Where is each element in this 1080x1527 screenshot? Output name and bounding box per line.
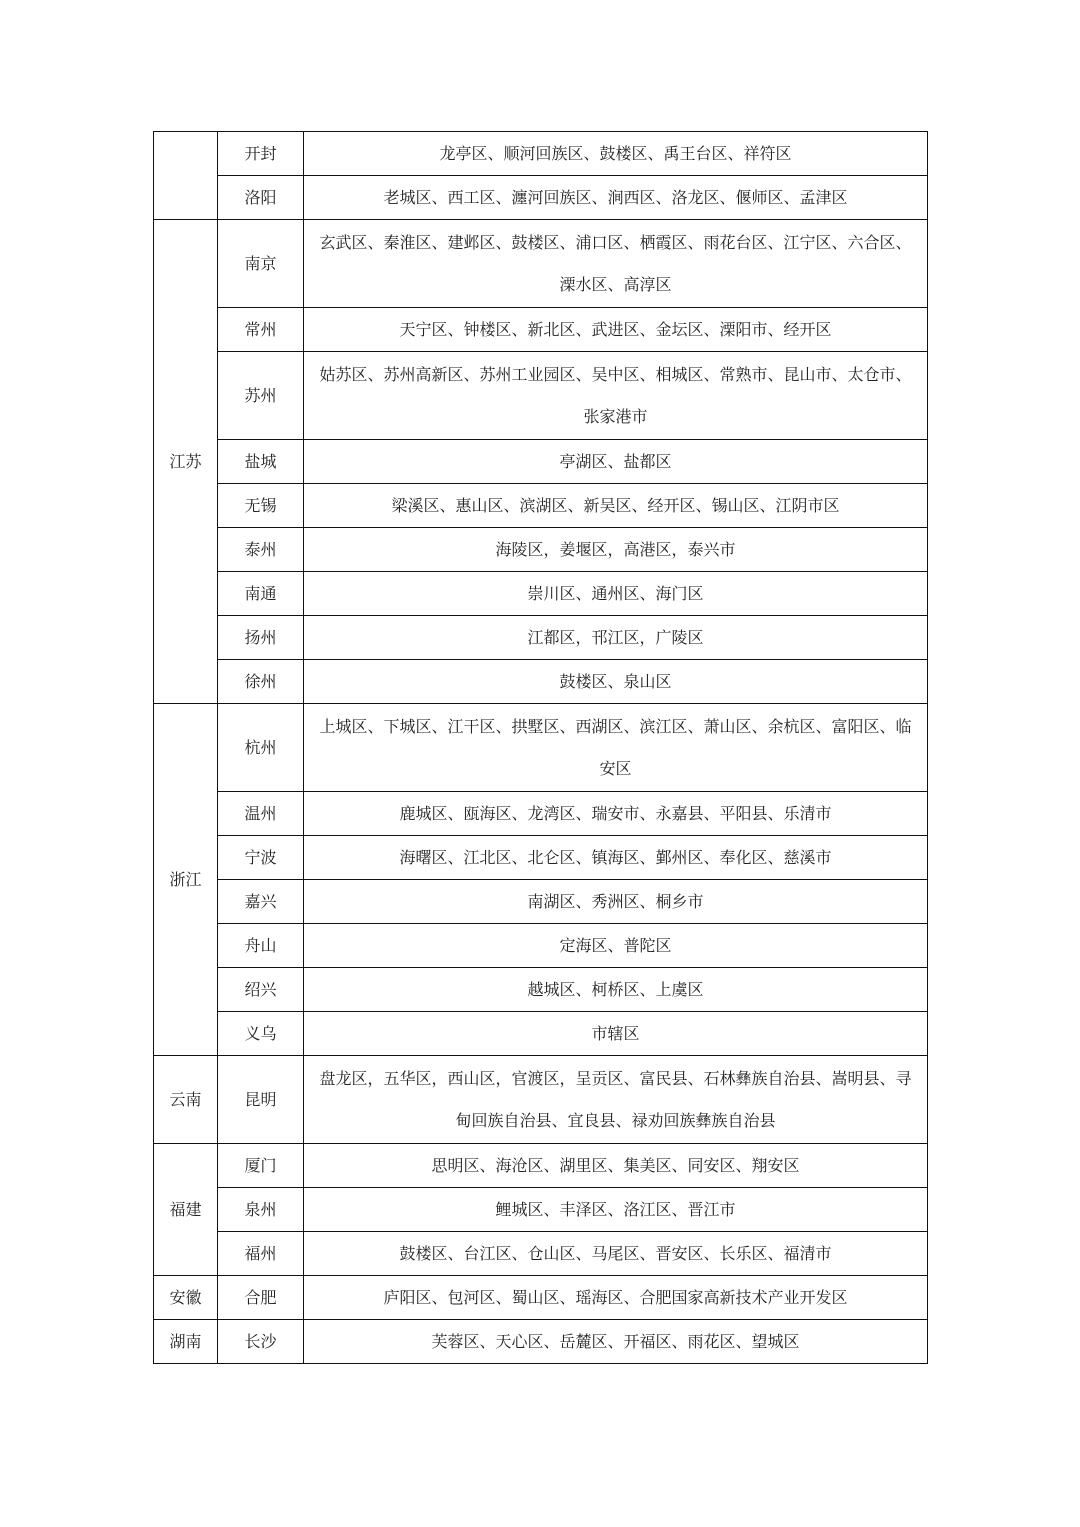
- city-cell: 无锡: [218, 484, 304, 528]
- table-row: [154, 880, 928, 924]
- table-row: [154, 792, 928, 836]
- districts-cell: 思明区、海沧区、湖里区、集美区、同安区、翔安区: [304, 1144, 928, 1188]
- city-cell: 苏州: [218, 352, 304, 440]
- city-cell: 绍兴: [218, 968, 304, 1012]
- districts-cell: 老城区、西工区、瀍河回族区、涧西区、洛龙区、偃师区、孟津区: [304, 176, 928, 220]
- table-row: [154, 924, 928, 968]
- table-row: [154, 1056, 928, 1144]
- city-cell: 杭州: [218, 704, 304, 792]
- districts-cell: 鼓楼区、台江区、仓山区、马尾区、晋安区、长乐区、福清市: [304, 1232, 928, 1276]
- city-cell: 嘉兴: [218, 880, 304, 924]
- table-row: [154, 352, 928, 440]
- city-cell: 洛阳: [218, 176, 304, 220]
- table-row: [154, 704, 928, 792]
- province-cell: 安徽: [154, 1276, 218, 1320]
- province-cell: 云南: [154, 1056, 218, 1144]
- districts-cell: 芙蓉区、天心区、岳麓区、开福区、雨花区、望城区: [304, 1320, 928, 1364]
- city-cell: 南京: [218, 220, 304, 308]
- table-row: [154, 1144, 928, 1188]
- city-cell: 扬州: [218, 616, 304, 660]
- table-row: [154, 836, 928, 880]
- province-cell: 江苏: [154, 220, 218, 704]
- city-cell: 福州: [218, 1232, 304, 1276]
- table-row: [154, 528, 928, 572]
- table-row: [154, 1320, 928, 1364]
- districts-cell: 鼓楼区、泉山区: [304, 660, 928, 704]
- districts-cell: 南湖区、秀洲区、桐乡市: [304, 880, 928, 924]
- table-row: [154, 308, 928, 352]
- table-row: [154, 660, 928, 704]
- districts-cell: 越城区、柯桥区、上虞区: [304, 968, 928, 1012]
- districts-cell: 鲤城区、丰泽区、洛江区、晋江市: [304, 1188, 928, 1232]
- city-cell: 泉州: [218, 1188, 304, 1232]
- province-cell: [154, 132, 218, 220]
- city-cell: 义乌: [218, 1012, 304, 1056]
- table-row: [154, 1188, 928, 1232]
- city-cell: 昆明: [218, 1056, 304, 1144]
- districts-cell: 江都区，邗江区，广陵区: [304, 616, 928, 660]
- districts-cell: 崇川区、通州区、海门区: [304, 572, 928, 616]
- province-cell: 湖南: [154, 1320, 218, 1364]
- districts-cell: 鹿城区、瓯海区、龙湾区、瑞安市、永嘉县、平阳县、乐清市: [304, 792, 928, 836]
- districts-cell: 庐阳区、包河区、蜀山区、瑶海区、合肥国家高新技术产业开发区: [304, 1276, 928, 1320]
- province-cell: 福建: [154, 1144, 218, 1276]
- city-cell: 徐州: [218, 660, 304, 704]
- city-cell: 合肥: [218, 1276, 304, 1320]
- districts-cell: 盘龙区，五华区，西山区，官渡区，呈贡区、富民县、石林彝族自治县、嵩明县、寻甸回族自治县、宜良县、禄劝回族彝族自治县: [304, 1056, 928, 1144]
- table-row: [154, 572, 928, 616]
- city-cell: 南通: [218, 572, 304, 616]
- table-row: [154, 176, 928, 220]
- districts-cell: 海陵区，姜堰区，高港区，泰兴市: [304, 528, 928, 572]
- districts-cell: 梁溪区、惠山区、滨湖区、新吴区、经开区、锡山区、江阴市区: [304, 484, 928, 528]
- table-row: [154, 132, 928, 176]
- province-cell: 浙江: [154, 704, 218, 1056]
- city-cell: 温州: [218, 792, 304, 836]
- city-cell: 长沙: [218, 1320, 304, 1364]
- districts-cell: 玄武区、秦淮区、建邺区、鼓楼区、浦口区、栖霞区、雨花台区、江宁区、六合区、溧水区、高淳区: [304, 220, 928, 308]
- city-cell: 厦门: [218, 1144, 304, 1188]
- table-row: [154, 1012, 928, 1056]
- table-row: [154, 616, 928, 660]
- districts-cell: 定海区、普陀区: [304, 924, 928, 968]
- city-cell: 舟山: [218, 924, 304, 968]
- districts-cell: 龙亭区、顺河回族区、鼓楼区、禹王台区、祥符区: [304, 132, 928, 176]
- districts-cell: 天宁区、钟楼区、新北区、武进区、金坛区、溧阳市、经开区: [304, 308, 928, 352]
- city-cell: 开封: [218, 132, 304, 176]
- districts-cell: 姑苏区、苏州高新区、苏州工业园区、吴中区、相城区、常熟市、昆山市、太仓市、张家港市: [304, 352, 928, 440]
- city-cell: 宁波: [218, 836, 304, 880]
- table-row: [154, 968, 928, 1012]
- table-row: [154, 440, 928, 484]
- region-table: [153, 131, 928, 1364]
- table-row: [154, 484, 928, 528]
- districts-cell: 市辖区: [304, 1012, 928, 1056]
- districts-cell: 海曙区、江北区、北仑区、镇海区、鄞州区、奉化区、慈溪市: [304, 836, 928, 880]
- region-table-body: [154, 132, 928, 1364]
- table-row: [154, 220, 928, 308]
- table-row: [154, 1276, 928, 1320]
- city-cell: 盐城: [218, 440, 304, 484]
- table-row: [154, 1232, 928, 1276]
- city-cell: 常州: [218, 308, 304, 352]
- districts-cell: 亭湖区、盐都区: [304, 440, 928, 484]
- city-cell: 泰州: [218, 528, 304, 572]
- districts-cell: 上城区、下城区、江干区、拱墅区、西湖区、滨江区、萧山区、余杭区、富阳区、临安区: [304, 704, 928, 792]
